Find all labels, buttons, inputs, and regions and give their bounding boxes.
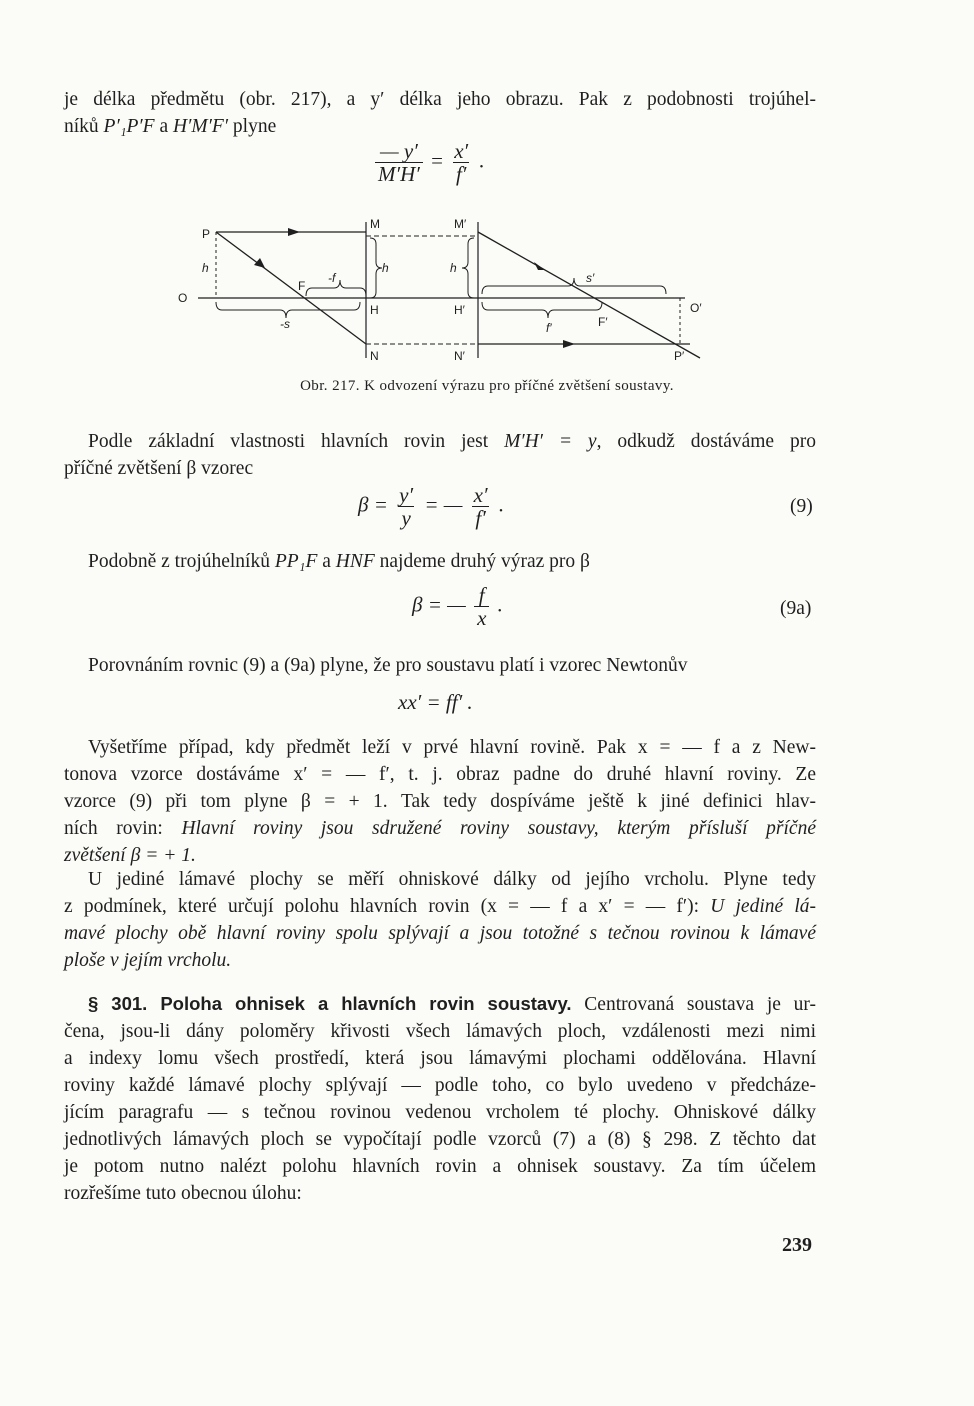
section-301: § 301. Poloha ohnisek a hlavních rovin soustavy. Centrovaná soustava je ur- čena, jsou-li dány poloměry křivosti všech lámavých ploch, vzdálenosti mezi nimi a indexy lomu všech prostředí, která jsou lámavými plochami oddělována. Hlavní roviny každé lámavé plochy splývají — podle toho, co bylo uvedeno v předcháze- jícím paragrafu — s tečnou rovinou vedenou vrcholem té plochy. Ohniskové dálky jednotlivých lámavých ploch se vypočítají podle vzorců (7) a (8) § 298. Z těchto dat je potom nutno nalézt polohu hlavních rovin a ohnisek soustavy. Za tím účelem rozřešíme tuto obecnou úlohu: xyxy=(64,993,816,1204)
label-s-prime: s′ xyxy=(586,271,595,285)
paragraph-top xyxy=(64,86,816,140)
label-P: P xyxy=(202,227,211,241)
ray-image-1 xyxy=(478,232,700,358)
label-F: F xyxy=(298,279,306,293)
equation-similarity: $\frac{— y'}{M'H'}$ = $\frac{x'}{f'}$ . xyxy=(372,140,485,185)
line: níků P′₁P′F a H′M′F′ plyne xyxy=(64,116,277,137)
label-H: H xyxy=(370,303,379,317)
paragraph-6: U jediné lámavé plochy se měří ohniskové dálky od jejího vrcholu. Plyne tedy z podmínek, které určují polohu hlavních rovin (x = — f a x′ = — f′): U jediné lá- mavé plochy obě hlavní roviny spolu splývají a jsou totožné s tečnou rovinou k lámavé ploše v jejím vrcholu. xyxy=(64,869,816,971)
paragraph-2: Podle základní vlastnosti hlavních rovin jest M′H′ = y, odkudž dostáváme pro příčné zvětšení β vzorec xyxy=(64,431,816,479)
equation-number-9: (9) xyxy=(790,496,813,517)
paragraph-4: Porovnáním rovnic (9) a (9a) plyne, že pro soustavu platí i vzorec Newtonův xyxy=(88,655,688,676)
figure-caption: Obr. 217. K odvození výrazu pro příčné zvětšení soustavy. xyxy=(300,378,674,394)
page-number: 239 xyxy=(782,1234,812,1256)
label-h-right: h xyxy=(450,261,457,275)
label-N: N xyxy=(370,349,379,363)
label-H-prime: H′ xyxy=(454,303,465,317)
equation-number-9a: (9a) xyxy=(780,598,812,619)
label-O-prime: O′ xyxy=(690,301,702,315)
paragraph-5: Vyšetříme případ, kdy předmět leží v prvé hlavní rovině. Pak x = — f a z New- tonova vzorce dostáváme x′ = — f′, t. j. obraz padne do druhé hlavní roviny. Ze vzorce (9) při tom plyne β = + 1. Tak tedy dospíváme ještě k jiné definici hlav- ních rovin: Hlavní roviny jsou sdružené roviny soustavy, kterým přísluší příčné zvětšení β = + 1. xyxy=(64,737,816,866)
label-P-prime: P′ xyxy=(674,349,685,363)
equation-9: β = $\frac{y'}{y}$ = — $\frac{x'}{f'}$ . xyxy=(358,483,505,530)
section-heading: § 301. Poloha ohnisek a hlavních rovin soustavy. xyxy=(88,993,572,1014)
label-h-left: h xyxy=(202,261,209,275)
label-M-prime: M′ xyxy=(454,217,467,231)
equation-newton: xx′ = ff′ . xyxy=(398,690,473,714)
label-M: M xyxy=(370,217,380,231)
equation-9a: β = — $\frac{f}{x}$ . xyxy=(412,583,503,630)
label-minus-s: -s xyxy=(280,317,290,331)
label-h-mid: h xyxy=(382,261,389,275)
label-O: O xyxy=(178,291,188,305)
label-f-prime: f′ xyxy=(546,321,552,335)
label-minus-f: -f xyxy=(328,271,336,285)
label-F-prime: F′ xyxy=(598,315,608,329)
optics-diagram xyxy=(170,210,730,370)
line: je délka předmětu (obr. 217), a y′ délka jeho obrazu. Pak z podobnosti trojúhel- xyxy=(64,89,816,110)
label-N-prime: N′ xyxy=(454,349,465,363)
paragraph-3: Podobně z trojúhelníků PP₁F a HNF najdeme druhý výraz pro β xyxy=(88,551,590,572)
